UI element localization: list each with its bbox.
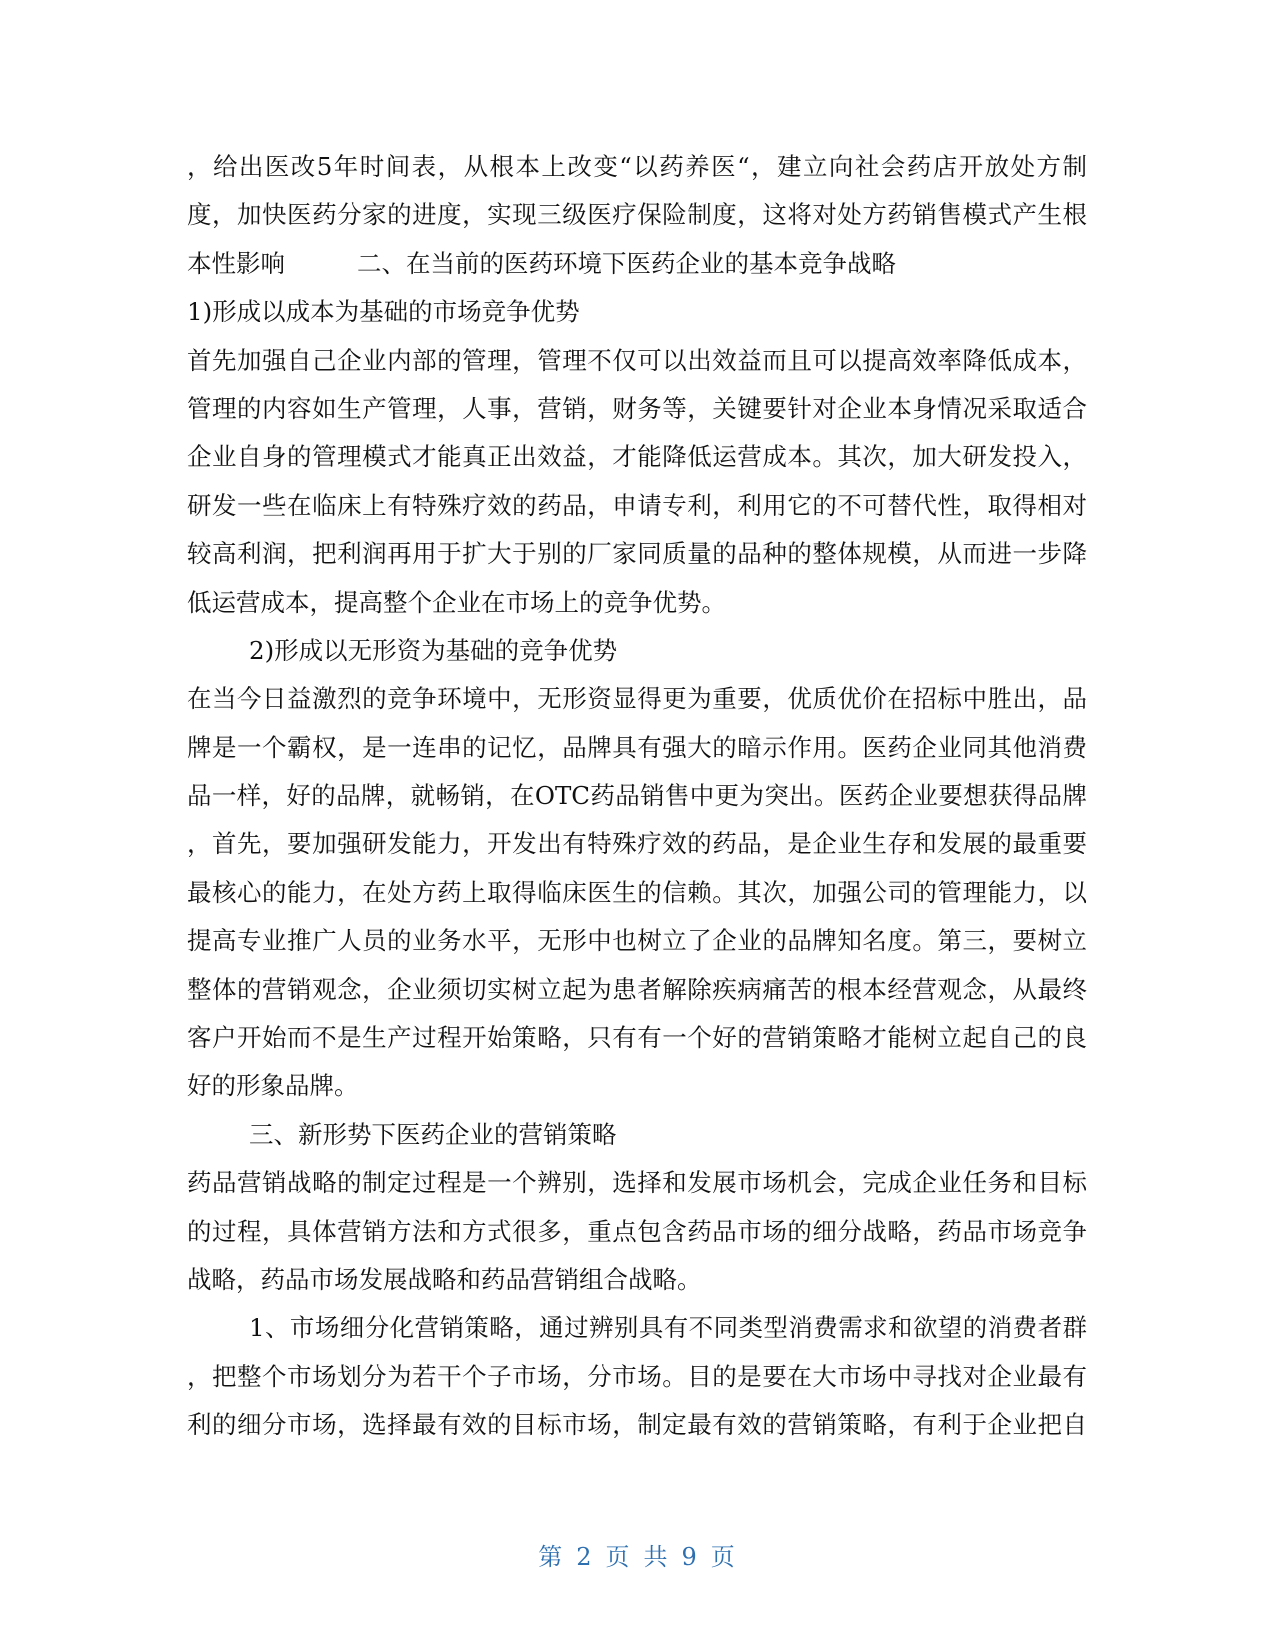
text-line: 利的细分市场，选择最有效的目标市场，制定最有效的营销策略，有利于企业把自: [187, 1410, 1087, 1440]
text-line: ，首先，要加强研发能力，开发出有特殊疗效的药品，是企业生存和发展的最重要: [187, 829, 1087, 859]
text-line: 首先加强自己企业内部的管理，管理不仅可以出效益而且可以提高效率降低成本，: [187, 345, 1087, 375]
text-line: 的过程，具体营销方法和方式很多，重点包含药品市场的细分战略，药品市场竞争: [187, 1216, 1087, 1246]
text-line: 牌是一个霸权，是一连串的记忆，品牌具有强大的暗示作用。医药企业同其他消费: [187, 732, 1087, 762]
text-line: 在当今日益激烈的竞争环境中，无形资显得更为重要，优质优价在招标中胜出，品: [187, 684, 1087, 714]
subsection-heading: 1)形成以成本为基础的市场竞争优势: [187, 297, 580, 327]
text-line: 整体的营销观念，企业须切实树立起为患者解除疾病痛苦的根本经营观念，从最终: [187, 974, 1087, 1004]
text-fragment: 本性影响: [187, 248, 285, 278]
page-label: 第: [538, 1543, 565, 1571]
text-line: ，给出医改5年时间表，从根本上改变“以药养医“，建立向社会药店开放处方制: [187, 152, 1087, 181]
text-line: ，把整个市场划分为若干个子市场，分市场。目的是要在大市场中寻找对企业最有: [187, 1361, 1087, 1391]
text-line: 药品营销战略的制定过程是一个辨别，选择和发展市场机会，完成企业任务和目标: [187, 1168, 1087, 1198]
total-pages: 9: [681, 1543, 699, 1571]
text-line: 低运营成本，提高整个企业在市场上的竞争优势。: [187, 587, 726, 617]
text-line: 品一样，好的品牌，就畅销，在OTC药品销售中更为突出。医药企业要想获得品牌: [187, 781, 1087, 811]
text-line: 1、市场细分化营销策略，通过辨别具有不同类型消费需求和欲望的消费者群: [249, 1313, 1087, 1343]
text-line: 企业自身的管理模式才能真正出效益，才能降低运营成本。其次，加大研发投入，: [187, 442, 1087, 472]
text-line: 较高利润，把利润再用于扩大于别的厂家同质量的品种的整体规模，从而进一步降: [187, 539, 1087, 569]
text-line: 最核心的能力，在处方药上取得临床医生的信赖。其次，加强公司的管理能力，以: [187, 877, 1087, 907]
text-line: 好的形象品牌。: [187, 1071, 359, 1101]
text-line: 客户开始而不是生产过程开始策略，只有有一个好的营销策略才能树立起自己的良: [187, 1023, 1087, 1053]
subsection-heading: 2)形成以无形资为基础的竞争优势: [249, 635, 618, 665]
section-heading: 二、在当前的医药环境下医药企业的基本竞争战略: [357, 248, 896, 278]
page-number: 2: [576, 1543, 594, 1571]
page-footer: [0, 1537, 1275, 1572]
text-line: 提高专业推广人员的业务水平，无形中也树立了企业的品牌知名度。第三，要树立: [187, 926, 1087, 956]
text-line: 度，加快医药分家的进度，实现三级医疗保险制度，这将对处方药销售模式产生根: [187, 200, 1087, 230]
section-heading: 三、新形势下医药企业的营销策略: [249, 1119, 617, 1149]
total-label: 共: [643, 1543, 670, 1571]
total-unit: 页: [710, 1543, 737, 1571]
text-line: 战略，药品市场发展战略和药品营销组合战略。: [187, 1264, 702, 1294]
body-text: [187, 143, 1087, 1450]
text-line: 研发一些在临床上有特殊疗效的药品，申请专利，利用它的不可替代性，取得相对: [187, 490, 1087, 520]
page-unit: 页: [605, 1543, 632, 1571]
text-line: [187, 240, 1087, 288]
text-line: 管理的内容如生产管理，人事，营销，财务等，关键要针对企业本身情况采取适合: [187, 393, 1087, 423]
